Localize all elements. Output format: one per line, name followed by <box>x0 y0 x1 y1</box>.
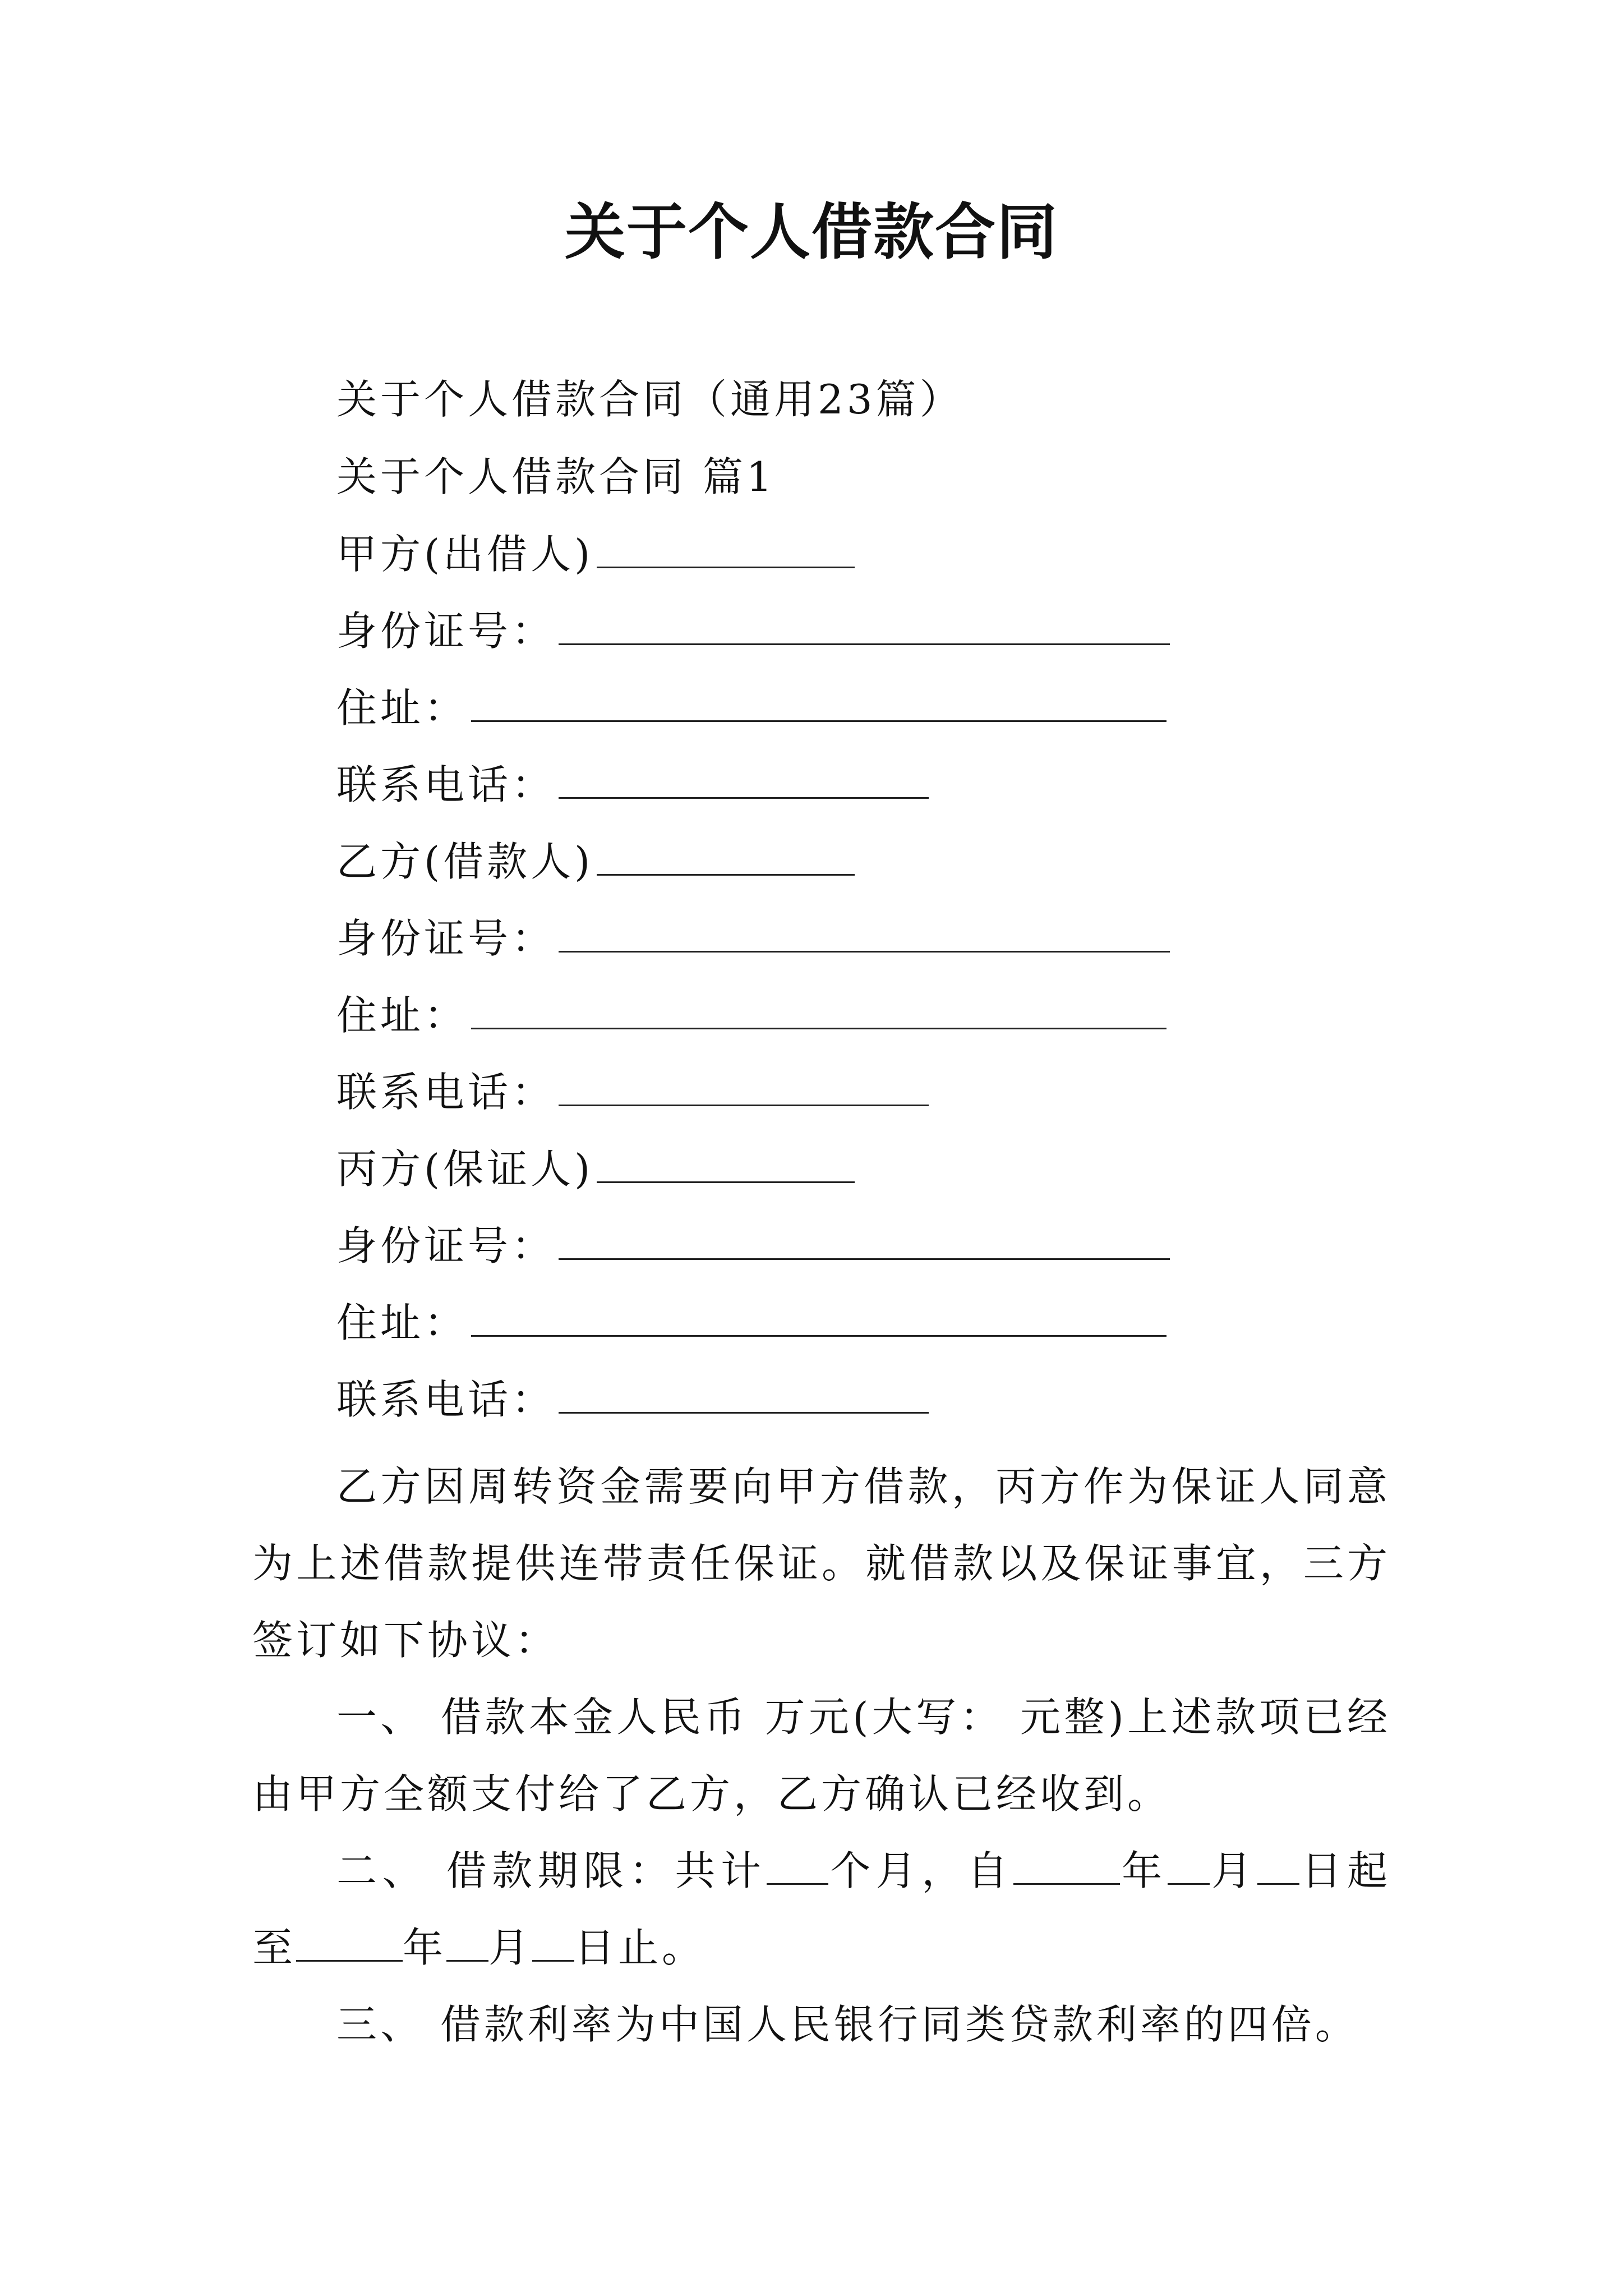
party-c-label: 丙方(保证人) <box>336 1145 594 1193</box>
document-subtitle: 关于个人借款合同（通用23篇） <box>336 376 963 423</box>
party-c-id-label: 身份证号： <box>336 1222 556 1269</box>
clause-2-months-blank <box>767 1851 828 1885</box>
party-c-phone-label: 联系电话： <box>336 1376 556 1423</box>
party-c-address-blank <box>471 1303 1166 1337</box>
clause-2-end-day-blank <box>532 1927 574 1962</box>
party-a-address-label: 住址： <box>336 684 468 731</box>
party-b-id-row <box>336 910 1170 967</box>
section-heading: 关于个人借款合同 篇1 <box>336 453 776 500</box>
party-b-phone-row <box>336 1064 929 1120</box>
party-b-row <box>336 834 855 890</box>
party-c-name-blank <box>597 1149 855 1183</box>
party-a-id-blank <box>559 611 1170 645</box>
clause-2-text-1: 二、 借款期限：共计 <box>336 1847 767 1894</box>
clause-2-end-year-blank <box>296 1927 403 1962</box>
party-a-phone-row <box>336 757 929 813</box>
party-b-id-label: 身份证号： <box>336 915 556 962</box>
party-b-label: 乙方(借款人) <box>336 838 594 885</box>
party-b-address-label: 住址： <box>336 992 468 1039</box>
party-c-address-label: 住址： <box>336 1299 468 1346</box>
party-c-phone-row <box>336 1372 929 1428</box>
clause-2-text-3: 年 <box>1119 1847 1168 1894</box>
party-a-row <box>336 526 855 582</box>
clause-2-text-8: 日止。 <box>574 1924 706 1971</box>
clause-2-text-2: 个月，自 <box>828 1847 1013 1894</box>
party-b-phone-label: 联系电话： <box>336 1069 556 1116</box>
clause-2-text-4: 月 <box>1209 1847 1257 1894</box>
party-a-id-row <box>336 603 1170 659</box>
clause-1: 一、 借款本金人民币 万元(大写： 元整)上述款项已经由甲方全额支付给了乙方，乙方确认已经收到。 <box>252 1694 1391 1818</box>
party-c-address-row <box>336 1295 1166 1351</box>
party-a-id-label: 身份证号： <box>336 608 556 655</box>
clause-2 <box>252 1833 1391 1986</box>
party-a-phone-blank <box>559 765 929 799</box>
party-a-address-row <box>336 680 1166 736</box>
document-title: 关于个人借款合同 <box>564 197 1058 268</box>
clause-2-start-year-blank <box>1013 1851 1120 1885</box>
clause-2-end-month-blank <box>446 1927 488 1962</box>
clause-2-text-7: 月 <box>488 1924 533 1971</box>
clause-2-start-month-blank <box>1168 1851 1210 1885</box>
party-a-name-blank <box>597 534 855 568</box>
party-b-address-blank <box>471 995 1166 1029</box>
party-c-row <box>336 1141 855 1197</box>
intro-paragraph: 乙方因周转资金需要向甲方借款，丙方作为保证人同意为上述借款提供连带责任保证。就借款以及保证事宜，三方签订如下协议： <box>252 1463 1391 1664</box>
party-b-address-row <box>336 987 1166 1043</box>
clause-2-text-5: 日起至 <box>252 1847 1391 1971</box>
party-a-label: 甲方(出借人) <box>336 531 594 578</box>
party-a-address-blank <box>471 688 1166 722</box>
party-c-id-blank <box>559 1226 1170 1260</box>
clause-2-text-6: 年 <box>403 1924 447 1971</box>
party-c-phone-blank <box>559 1379 929 1414</box>
party-b-id-blank <box>559 918 1170 953</box>
party-c-id-row <box>336 1218 1170 1274</box>
clause-2-start-day-blank <box>1257 1851 1299 1885</box>
clause-3: 三、 借款利率为中国人民银行同类贷款利率的四倍。 <box>336 2001 1359 2048</box>
party-b-name-blank <box>597 841 855 876</box>
party-b-phone-blank <box>559 1072 929 1106</box>
party-a-phone-label: 联系电话： <box>336 761 556 808</box>
